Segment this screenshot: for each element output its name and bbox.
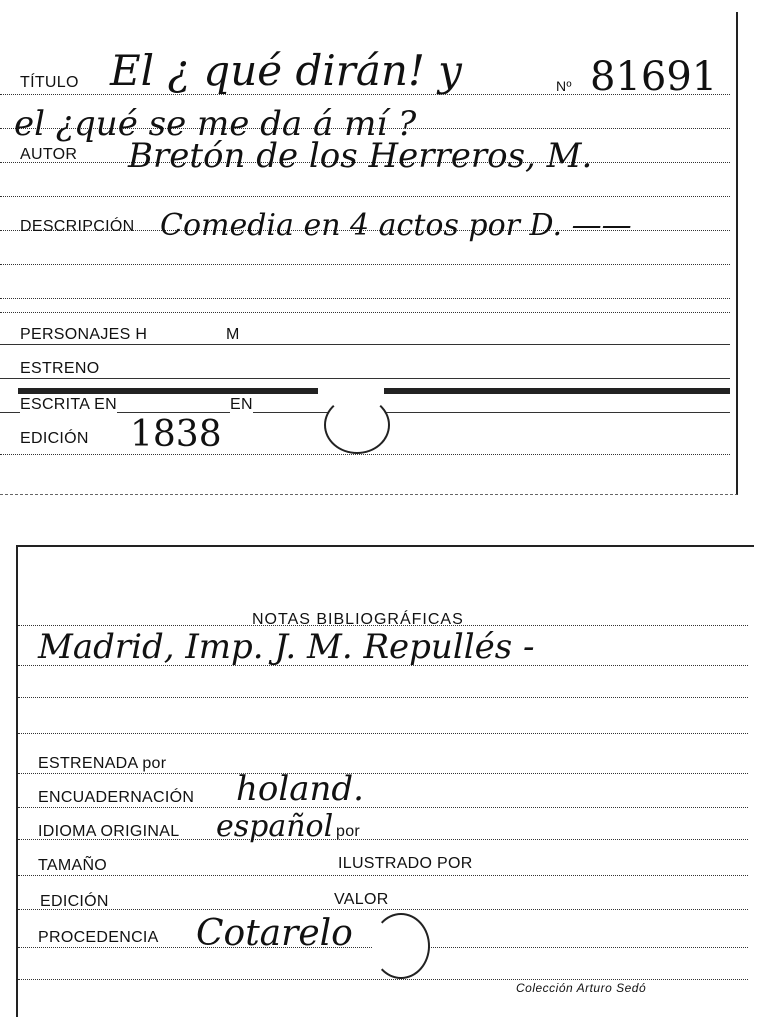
punch-hole bbox=[372, 913, 430, 979]
rule-line bbox=[18, 697, 748, 698]
rule-line bbox=[0, 454, 730, 455]
titulo-label: TÍTULO bbox=[20, 74, 79, 91]
titulo-value-continued: el ¿qué se me da á mí ? bbox=[14, 104, 417, 144]
escrita-label: ESCRITA EN bbox=[20, 396, 117, 413]
rule-line bbox=[0, 264, 730, 265]
descripcion-value: Comedia en 4 actos por D. —— bbox=[160, 208, 632, 243]
ilustrado-label: ILUSTRADO POR bbox=[338, 855, 473, 872]
descripcion-label: DESCRIPCIÓN bbox=[20, 218, 135, 235]
rule-line bbox=[18, 909, 748, 910]
estreno-label: ESTRENO bbox=[20, 360, 100, 377]
procedencia-label: PROCEDENCIA bbox=[38, 929, 159, 946]
idioma-value: español bbox=[216, 809, 334, 844]
catalog-card-back bbox=[16, 545, 754, 1017]
personajes-m-label: M bbox=[226, 326, 240, 343]
punch-hole bbox=[324, 396, 390, 454]
edicion-label-back: EDICIÓN bbox=[40, 893, 109, 910]
catalog-number: 81691 bbox=[590, 54, 718, 100]
autor-value: Bretón de los Herreros, M. bbox=[128, 136, 593, 176]
titulo-value: El ¿ qué dirán! y bbox=[110, 46, 462, 95]
dark-stripe bbox=[384, 388, 730, 394]
personajes-label: PERSONAJES H bbox=[20, 326, 148, 343]
dark-stripe bbox=[18, 388, 318, 394]
encuadernacion-value: holand. bbox=[236, 769, 364, 809]
notas-label: NOTAS BIBLIOGRÁFICAS bbox=[252, 611, 464, 628]
encuadernacion-label: ENCUADERNACIÓN bbox=[38, 789, 195, 806]
rule-line bbox=[0, 312, 730, 313]
rule-line bbox=[18, 875, 748, 876]
edicion-value: 1838 bbox=[130, 414, 222, 455]
edicion-label: EDICIÓN bbox=[20, 430, 89, 447]
procedencia-value: Cotarelo bbox=[196, 913, 353, 954]
tamano-label: TAMAÑO bbox=[38, 857, 108, 874]
rule-line bbox=[0, 196, 730, 197]
rule-line bbox=[0, 298, 730, 299]
rule-line bbox=[18, 807, 748, 808]
rule-line bbox=[0, 344, 730, 345]
catalog-card-front bbox=[0, 12, 738, 495]
coleccion-label: Colección Arturo Sedó bbox=[516, 981, 647, 995]
autor-label: AUTOR bbox=[20, 146, 78, 163]
valor-label: VALOR bbox=[334, 891, 389, 908]
rule-line bbox=[380, 412, 730, 413]
number-prefix: Nº bbox=[556, 78, 572, 94]
idioma-label: IDIOMA ORIGINAL bbox=[38, 823, 180, 840]
idioma-por-label: por bbox=[336, 823, 361, 840]
notas-value: Madrid, Imp. J. M. Repullés - bbox=[38, 627, 535, 667]
rule-line bbox=[0, 378, 730, 379]
rule-line bbox=[18, 773, 748, 774]
escrita-en-label: EN bbox=[230, 396, 253, 413]
rule-line bbox=[18, 979, 748, 980]
rule-line bbox=[18, 733, 748, 734]
estrenada-label: ESTRENADA por bbox=[38, 755, 167, 772]
